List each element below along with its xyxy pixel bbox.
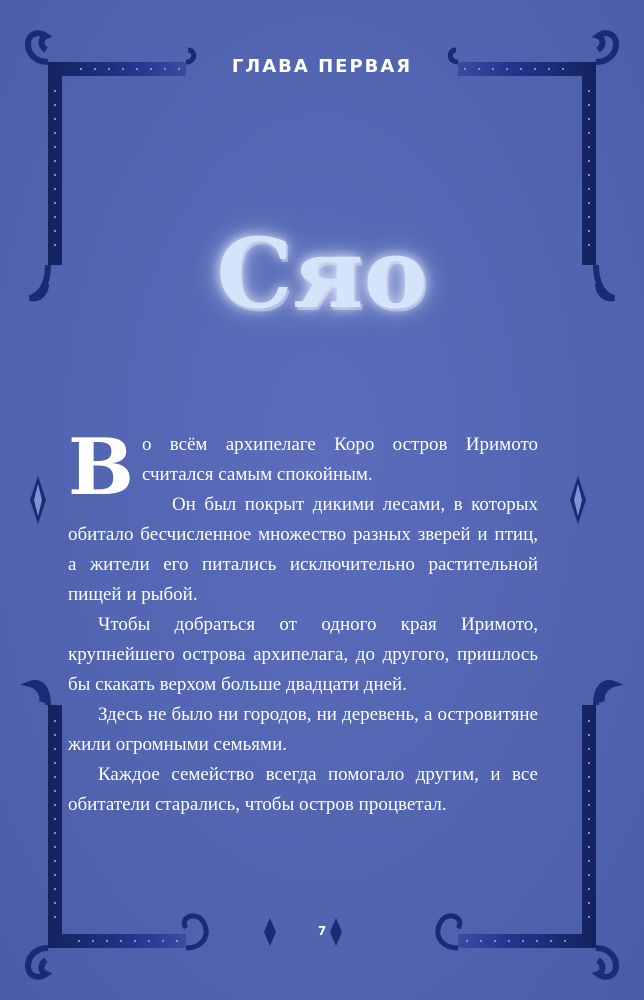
- chapter-label: ГЛАВА ПЕРВАЯ: [231, 56, 413, 77]
- paragraph: Здесь не было ни городов, ни деревень, а островитяне жили огромными семьями.: [68, 704, 538, 755]
- paragraph: Он был покрыт дикими лесами, в которых обитало бесчисленное множество разных зверей и птиц, а жители его питались исключительно растительной пищей и рыбой.: [68, 494, 538, 605]
- paragraph: Каждое семейство всегда помогало другим, и все обитатели старались, чтобы остров процветал.: [68, 764, 538, 815]
- side-diamond-right-icon: [570, 476, 586, 524]
- paragraph: [68, 422, 538, 513]
- page-number: 7: [317, 924, 327, 938]
- paragraph: Чтобы добраться от одного края Иримото, крупнейшего острова архипелага, до другого, пришлось бы скакать верхом больше двадцати дней.: [68, 614, 538, 695]
- paragraph-text: о всём архипелаге Коро остров Иримото считался самым спокойным.: [141, 434, 538, 485]
- chapter-text: [68, 422, 538, 820]
- chapter-title: Сяо: [216, 217, 428, 330]
- side-diamond-left-icon: [30, 476, 46, 524]
- drop-cap: В: [68, 422, 134, 513]
